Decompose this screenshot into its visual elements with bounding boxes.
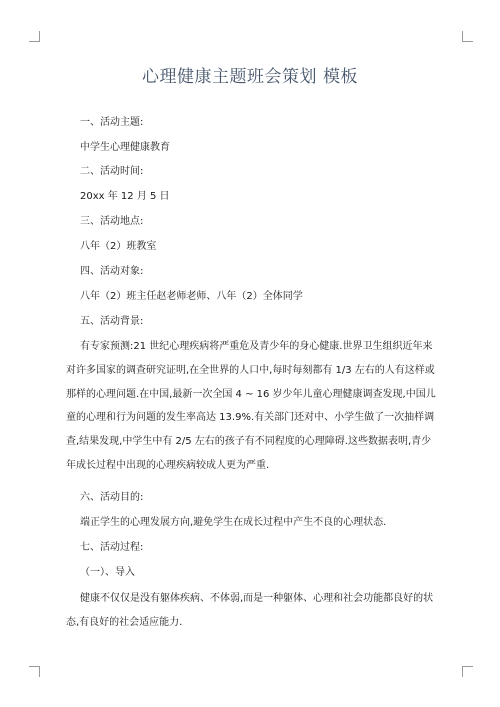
section-heading-purpose: 六、活动目的: bbox=[80, 492, 144, 503]
subsection-heading-intro: （一）、导入 bbox=[80, 567, 135, 578]
section-body-theme: 中学生心理健康教育 bbox=[80, 142, 170, 153]
section-heading-location: 三、活动地点: bbox=[80, 216, 144, 227]
document-title: 心理健康主题班会策划 模板 bbox=[142, 67, 358, 87]
crop-mark-top-right bbox=[462, 31, 473, 42]
section-heading-time: 二、活动时间: bbox=[80, 166, 144, 177]
crop-mark-bottom-right bbox=[462, 666, 473, 677]
section-body-intro bbox=[66, 587, 436, 635]
section-body-location: 八年（2）班教室 bbox=[80, 241, 157, 252]
section-heading-audience: 四、活动对象: bbox=[80, 266, 144, 277]
section-heading-background: 五、活动背景: bbox=[80, 316, 144, 327]
section-body-time: 20xx 年 12 月 5 日 bbox=[80, 191, 170, 202]
section-body-purpose: 端正学生的心理发展方向,避免学生在成长过程中产生不良的心理状态. bbox=[80, 517, 387, 528]
section-heading-process: 七、活动过程: bbox=[80, 542, 144, 553]
crop-mark-bottom-left bbox=[29, 666, 40, 677]
section-body-audience: 八年（2）班主任赵老师老师、八年（2）全体同学 bbox=[80, 291, 303, 302]
crop-mark-top-left bbox=[29, 31, 40, 42]
background-paragraph: 有专家预测:21 世纪心理疾病将严重危及青少年的身心健康.世界卫生组织近年来对许多国家的调查研究证明,在全世界的人口中,每时每刻都有 1/3 左右的人有这样或那样的心理问题.在中国,最新一次全国 4 ~ 16 岁少年儿童心理健康调查发现,中国儿童的心理和行为问题的发生率高达 13.9%.有关部门还对中、小学生做了一次抽样调查,结果发现,中学生中有 2/5 左右的孩子有不同程度的心理障碍.这些数据表明,青少年成长过程中出现的心理疾病较成人更为严重. bbox=[66, 341, 436, 471]
intro-paragraph: 健康不仅仅是没有躯体疾病、不体弱,而是一种躯体、心理和社会功能都良好的状态,有良好的社会适应能力. bbox=[66, 593, 434, 628]
section-heading-theme: 一、活动主题: bbox=[80, 117, 144, 128]
section-body-background bbox=[66, 335, 436, 478]
